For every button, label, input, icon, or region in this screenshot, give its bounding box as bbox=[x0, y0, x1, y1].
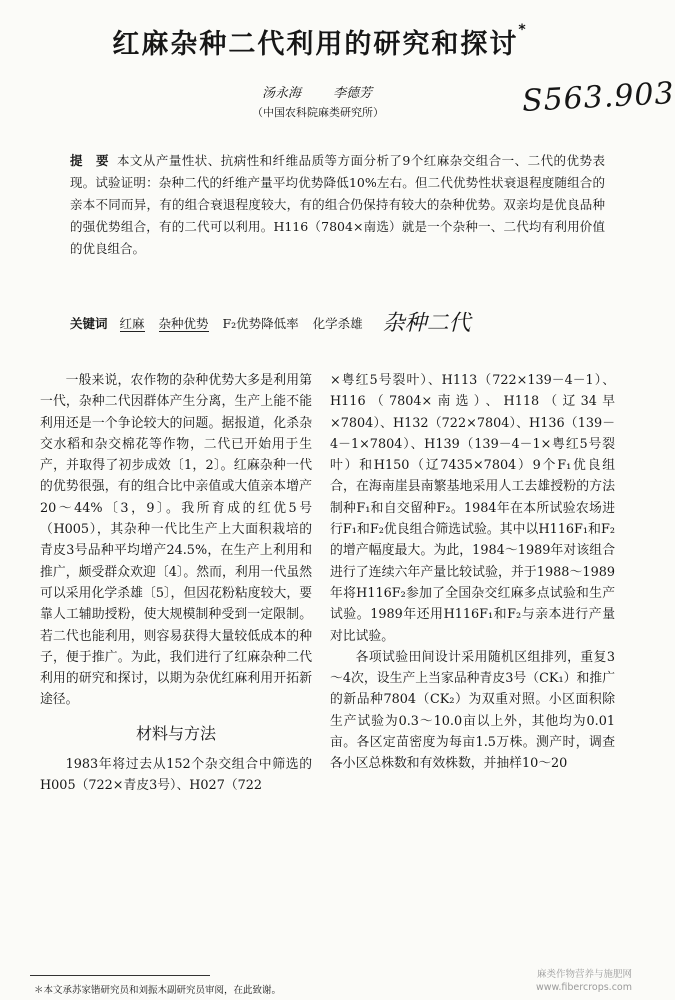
abstract-text: 本文从产量性状、抗病性和纤维品质等方面分析了9个红麻杂交组合一、二代的优势表现。试验证明：杂种二代的纤维产量平均优势降低10%左右。但二代优势性状衰退程度随组合的亲本不同而异，有的组合衰退程度较大，有的组合仍保持有较大的杂种优势。双亲均是优良品种的强优势组合，有的二代可以利用。H116（7804×南选）就是一个杂种一、二代均有利用价值的优良组合。 bbox=[70, 153, 605, 256]
watermark-line-1: 麻类作物营养与施肥网 bbox=[536, 969, 632, 980]
intro-paragraph: 一般来说，农作物的杂种优势大多是利用第一代，杂种二代因群体产生分离，生产上能不能利用还是一个争论较大的问题。据报道，化杀杂交水稻和杂交棉花等作物，二代已开始用于生产，并取得了初步成效〔1，2〕。红麻杂种一代的优势很强，有的组合比中亲值或大值亲本增产20～44%〔3，9〕。我所育成的红优5号（H005），其杂种一代比生产上大面积栽培的青皮3号品种平均增产24.5%，在生产上利用和推广，颇受群众欢迎〔4〕。然而，利用一代虽然可以采用化学杀雄〔5〕，但因花粉粘度较大，要靠人工辅助授粉，使大规模制种受到一定限制。若二代也能利用，则容易获得大量较低成本的种子，便于推广。为此，我们进行了红麻杂种二代利用的研究和探讨，以期为杂优红麻利用开拓新途径。 bbox=[40, 373, 312, 708]
abstract bbox=[70, 150, 605, 260]
watermark-line-2: www.fibercrops.com bbox=[535, 982, 632, 993]
title-text: 红麻杂种二代利用的研究和探讨 bbox=[112, 29, 519, 60]
handwritten-keyword: 杂种二代 bbox=[382, 311, 471, 336]
footnote: ＊本文承苏家锴研究员和刘振木副研究员审阅，在此致谢。 bbox=[34, 985, 282, 996]
author-2: 李德芳 bbox=[333, 86, 373, 101]
section-heading: 材料与方法 bbox=[135, 723, 216, 743]
keywords-label: 关键词 bbox=[70, 316, 108, 331]
keyword-2: 杂种优势 bbox=[158, 316, 209, 331]
paper-title bbox=[0, 22, 640, 61]
body-right-column bbox=[330, 370, 615, 775]
methods-paragraph-cont: ×粤红5号裂叶）、H113（722×139－4－1）、H116（7804×南选）、H118（辽34早×7804）、H132（722×7804）、H136（139－4－1×7804）、H139（139－4－1×粤红5号裂叶）和H150（辽7435×7804）9个F₁优良组合，在海南崖县南繁基地采用人工去雄授粉的方法制种F₁和自交留种F₂。1984年在本所试验农场进行F₁和F₂优良组合筛选试验。其中以H116F₁和F₂的增产幅度最大。为此，1984～1989年对该组合进行了连续六年产量比较试验，并于1988～1989年将H116F₂参加了全国杂交红麻多点试验和生产试验。1989年还用H116F₁和F₂与亲本进行产量对比试验。 bbox=[330, 373, 615, 644]
abstract-label: 提 要 bbox=[70, 153, 109, 168]
keyword-1: 红麻 bbox=[119, 316, 145, 331]
footnote-rule bbox=[30, 975, 210, 976]
handwritten-classification-number: S563.903 bbox=[521, 76, 675, 119]
watermark bbox=[536, 968, 632, 994]
body-left-column bbox=[40, 370, 312, 797]
authors bbox=[262, 82, 400, 101]
affiliation: （中国农科院麻类研究所） bbox=[252, 106, 384, 119]
keyword-4: 化学杀雄 bbox=[312, 316, 363, 331]
author-1: 汤永海 bbox=[262, 86, 302, 101]
design-paragraph: 各项试验田间设计采用随机区组排列，重复3～4次，设生产上当家品种青皮3号（CK₁）和推广的新品种7804（CK₂）为双重对照。小区面积除生产试验为0.3～10.0亩以上外，其他均为0.01亩。各区定苗密度为每亩1.5万株。测产时，调查各小区总株数和有效株数，并抽样10～20 bbox=[330, 649, 615, 772]
keyword-3: F₂优势降低率 bbox=[222, 316, 299, 331]
keywords bbox=[70, 311, 610, 336]
title-footnote-mark: * bbox=[518, 22, 528, 38]
methods-paragraph-start: 1983年将过去从152个杂交组合中筛选的H005（722×青皮3号）、H027（722 bbox=[40, 757, 312, 794]
